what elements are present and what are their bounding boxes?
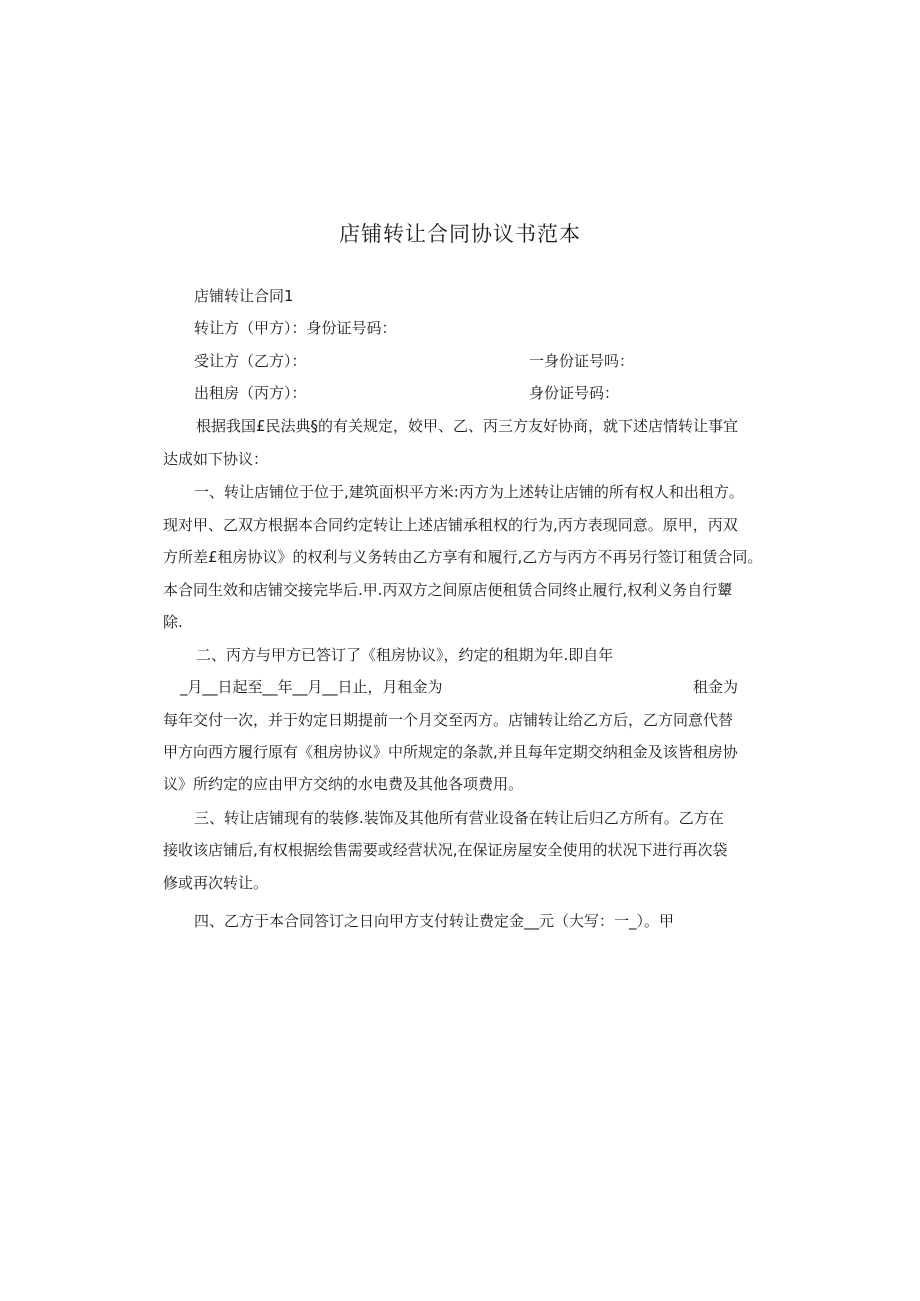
preamble-line: 根据我国£民法典§的有关规定，姣甲、乙、丙三方友好协商，就下述店情转让事宜 bbox=[196, 417, 739, 435]
clause1-line: 一、转让店铺位于位于,建筑面枳平方米:丙方为上述转让店铺的所有权人和出租方。 bbox=[194, 483, 744, 501]
clause2-line: 议》所约定的应由甲方交纳的水电费及其他各项费用。 bbox=[163, 775, 524, 793]
party-landlord: 出租房（丙方）： bbox=[194, 384, 307, 402]
clause2-rent-label: 租金为 bbox=[693, 678, 739, 696]
clause4-line: 四、乙方于本合同答订之日向甲方支付转让费定金__元（大写：一_）。甲 bbox=[194, 912, 675, 930]
clause3-line: 接收该店铺后,有权根据绘售需要或经营状况,在保证房屋安全使用的状况下进行再次袋 bbox=[163, 841, 728, 859]
clause2-line: _月__日起至__年__月__日止，月租金为 bbox=[180, 678, 443, 696]
clause1-line: 方所差£租房协议》的权利与义务转由乙方享有和履行,乙方与丙方不再另行签订租赁合同。 bbox=[163, 548, 763, 566]
clause3-line: 三、转让店铺现有的装修.装饰及其他所有营业设备在转让后归乙方所有。乙方在 bbox=[194, 809, 724, 827]
party-transferee-id: 一身份证号吗： bbox=[529, 352, 635, 370]
document-title: 店铺转让合同协议书范本 bbox=[339, 222, 581, 246]
clause2-line: 每年交付一次，并于妁定日期提前一个月交至丙方。店铺转让给乙方后，乙方同意代替 bbox=[163, 711, 734, 729]
clause1-line: 除. bbox=[163, 613, 183, 631]
party-landlord-id: 身份证号码： bbox=[529, 384, 620, 402]
contract-subtitle: 店铺转让合同1 bbox=[194, 287, 294, 305]
party-transferor: 转让方（甲方）：身份证号码： bbox=[194, 319, 397, 337]
preamble-line: 达成如下协议： bbox=[163, 450, 269, 468]
clause2-line: 甲方向西方履行原有《租房协议》中所规定的条款,并且每年定期交纳租金及该皆租房协 bbox=[163, 743, 738, 761]
clause2-line: 二、丙方与甲方已答订了《租房协议》，约定的租期为年.即自年 bbox=[196, 646, 614, 664]
clause3-line: 修或再次转让。 bbox=[163, 874, 269, 892]
party-transferee: 受让方（乙方）： bbox=[194, 352, 307, 370]
clause1-line: 现对甲、乙双方根据本合同约定转让上述店铺承租权的行为,丙方表现同意。原甲，丙双 bbox=[163, 516, 738, 534]
clause1-line: 本合同生效和店铺交接完毕后.甲.丙双方之间原店便租赁合同终止履行,权利义务自行顰 bbox=[163, 581, 733, 599]
